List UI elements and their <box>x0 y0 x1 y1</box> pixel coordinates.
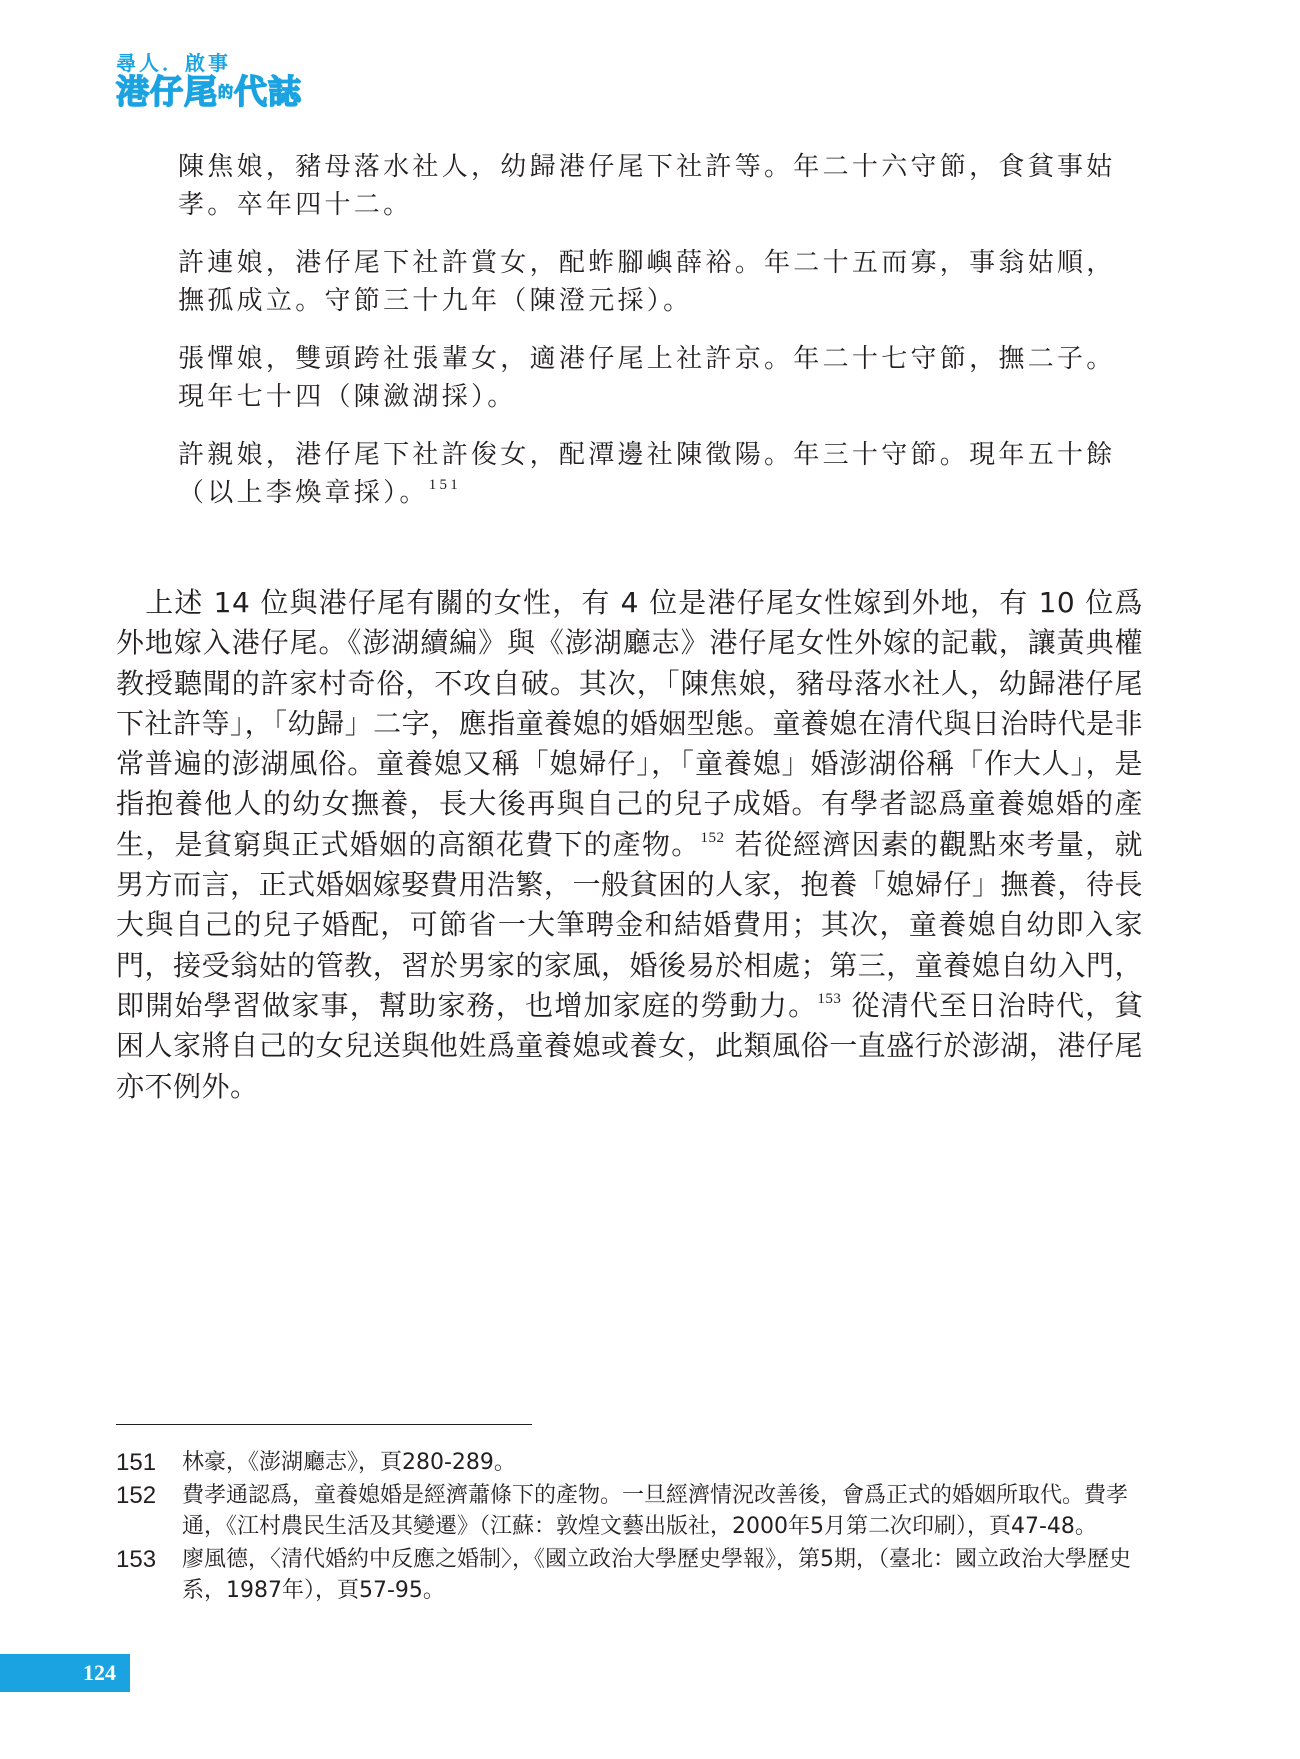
footnote-item <box>116 1544 1143 1606</box>
quote-record: 許連娘，港仔尾下社許賞女，配蚱腳嶼薛裕。年二十五而寡，事翁姑順，撫孤成立。守節三十九年（陳澄元採）。 <box>178 248 1116 316</box>
header-title-small: 的 <box>218 83 235 101</box>
body-paragraph <box>116 583 1143 1107</box>
quote-record: 陳焦娘，豬母落水社人，幼歸港仔尾下社許等。年二十六守節，食貧事姑孝。卒年四十二。 <box>178 152 1116 220</box>
page-number-badge <box>0 1654 130 1692</box>
page-number: 124 <box>83 1660 116 1685</box>
footnote-text: 費孝通認爲，童養媳婚是經濟蕭條下的產物。一旦經濟情況改善後，會爲正式的婚姻所取代。費孝通，《江村農民生活及其變遷》（江蘇：敦煌文藝出版社，2000年5月第二次印刷），頁47-48。 <box>182 1483 1129 1539</box>
quote-record <box>178 436 1140 512</box>
quote-record: 張憚娘，雙頭跨社張輩女，適港仔尾上社許京。年二十七守節，撫二子。現年七十四（陳瀲湖採）。 <box>178 344 1116 412</box>
book-header <box>116 52 376 112</box>
footnote-text: 廖風德，〈清代婚約中反應之婚制〉，《國立政治大學歷史學報》，第5期，（臺北：國立政治大學歷史系，1987年），頁57-95。 <box>182 1547 1132 1603</box>
footnote-ref-151[interactable]: 151 <box>428 477 462 493</box>
footnote-text: 林豪，《澎湖廳志》，頁280-289。 <box>182 1450 516 1475</box>
body-text-part3: 從清代至日治時代，貧困人家將自己的女兒送與他姓爲童養媳或養女，此類風俗一直盛行於澎湖，港仔尾亦不例外。 <box>116 988 1143 1103</box>
header-title-end: 代誌 <box>234 72 303 111</box>
body-text-part1: 上述 14 位與港仔尾有關的女性，有 4 位是港仔尾女性嫁到外地，有 10 位爲外地嫁入港仔尾。《澎湖續編》與《澎湖廳志》港仔尾女性外嫁的記載，讓黃典權教授聽聞的許家村奇俗，不攻自破。其次，「陳焦娘，豬母落水社人，幼歸港仔尾下社許等」，「幼歸」二字，應指童養媳的婚姻型態。童養媳在清代與日治時代是非常普遍的澎湖風俗。童養媳又稱「媳婦仔」，「童養媳」婚澎湖俗稱「作大人」，是指抱養他人的幼女撫養，長大後再與自己的兒子成婚。有學者認爲童養媳婚的產生，是貧窮與正式婚姻的高額花費下的產物。 <box>116 586 1143 861</box>
body-text-part2: 若從經濟因素的觀點來考量，就男方而言，正式婚姻嫁娶費用浩繁，一般貧困的人家，抱養「媳婦仔」撫養，待長大與自己的兒子婚配，可節省一大筆聘金和結婚費用；其次，童養媳自幼即入家門，接受翁姑的管教，習於男家的家風，婚後易於相處；第三，童養媳自幼入門，即開始學習做家事，幫助家務，也增加家庭的勞動力。 <box>116 827 1143 1022</box>
footnote-ref-153[interactable]: 153 <box>817 990 842 1007</box>
quote-record-text: 許親娘，港仔尾下社許俊女，配潭邊社陳徵陽。年三十守節。現年五十餘（以上李煥章採）。 <box>178 440 1116 508</box>
footnote-divider <box>116 1424 532 1425</box>
footnote-item <box>116 1480 1143 1542</box>
header-subtitle: 尋人．啟事 <box>116 51 231 75</box>
header-title-main: 港仔尾 <box>116 72 218 111</box>
footnote-ref-152[interactable]: 152 <box>700 829 725 846</box>
footnotes <box>116 1447 1143 1608</box>
footnote-number: 151 <box>116 1449 157 1476</box>
header-title <box>116 74 376 110</box>
quoted-records <box>178 148 1140 532</box>
footnote-number: 153 <box>116 1546 157 1573</box>
footnote-item <box>116 1447 1143 1478</box>
footnote-number: 152 <box>116 1482 157 1509</box>
